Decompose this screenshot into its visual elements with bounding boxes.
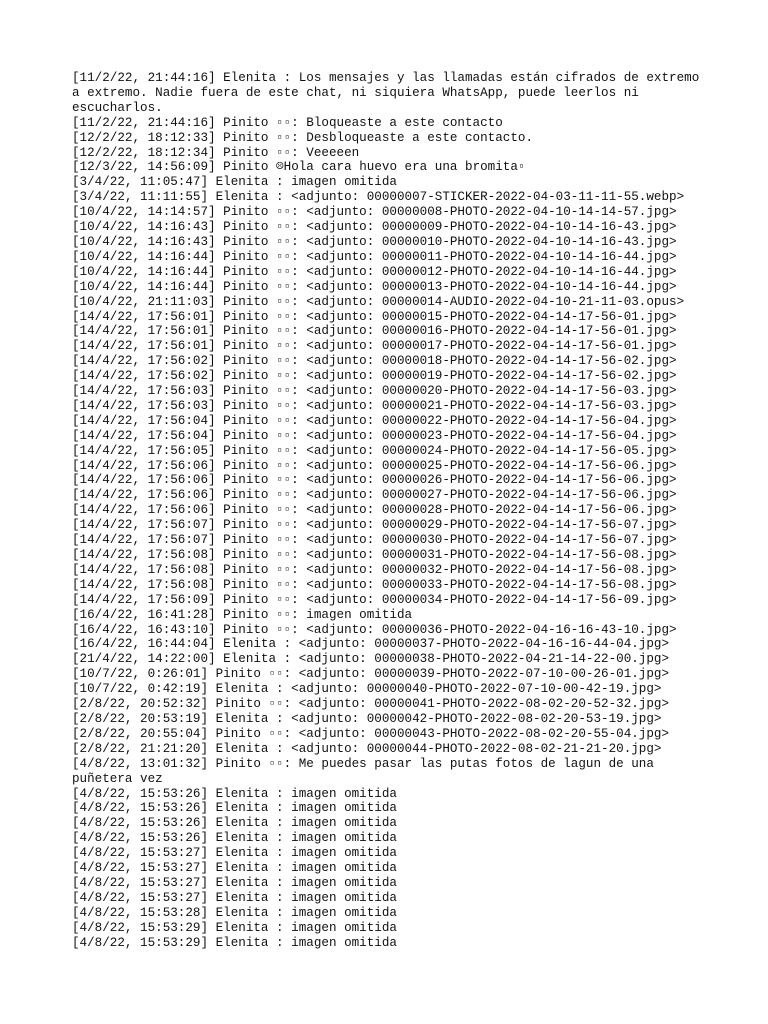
chat-log-line: [16/4/22, 16:41:28] Pinito ▫▫: imagen omitida: [72, 607, 413, 622]
chat-log-line: escucharlos.: [72, 100, 163, 115]
chat-log-line: [2/8/22, 20:53:19] Elenita : <adjunto: 00000042-PHOTO-2022-08-02-20-53-19.jpg>: [72, 711, 662, 726]
chat-log-line: [12/2/22, 18:12:33] Pinito ▫▫: Desbloqueaste a este contacto.: [72, 130, 534, 145]
chat-log-line: [4/8/22, 15:53:26] Elenita : imagen omitida: [72, 816, 397, 831]
chat-log-line: [16/4/22, 16:43:10] Pinito ▫▫: <adjunto: 00000036-PHOTO-2022-04-16-16-43-10.jpg>: [72, 622, 677, 637]
chat-log-line: [4/8/22, 15:53:26] Elenita : imagen omitida: [72, 831, 397, 846]
chat-log: [72, 71, 712, 950]
chat-log-line: [12/3/22, 14:56:09] Pinito ☹Hola cara huevo era una bromita▫: [72, 160, 526, 175]
chat-log-line: [10/4/22, 21:11:03] Pinito ▫▫: <adjunto: 00000014-AUDIO-2022-04-10-21-11-03.opus>: [72, 294, 685, 309]
chat-log-line: [10/4/22, 14:14:57] Pinito ▫▫: <adjunto: 00000008-PHOTO-2022-04-10-14-14-57.jpg>: [72, 205, 677, 220]
chat-log-line: [4/8/22, 15:53:29] Elenita : imagen omitida: [72, 935, 397, 950]
chat-log-line: [14/4/22, 17:56:07] Pinito ▫▫: <adjunto: 00000029-PHOTO-2022-04-14-17-56-07.jpg>: [72, 518, 677, 533]
chat-log-line: [14/4/22, 17:56:08] Pinito ▫▫: <adjunto: 00000031-PHOTO-2022-04-14-17-56-08.jpg>: [72, 548, 677, 562]
chat-log-line: [14/4/22, 17:56:06] Pinito ▫▫: <adjunto: 00000028-PHOTO-2022-04-14-17-56-06.jpg>: [72, 503, 677, 518]
chat-log-line: [4/8/22, 15:53:27] Elenita : imagen omitida: [72, 890, 397, 905]
chat-log-line: [3/4/22, 11:05:47] Elenita : imagen omitida: [72, 175, 397, 190]
chat-log-line: [10/7/22, 0:42:19] Elenita : <adjunto: 00000040-PHOTO-2022-07-10-00-42-19.jpg>: [72, 682, 662, 697]
chat-log-line: [14/4/22, 17:56:01] Pinito ▫▫: <adjunto: 00000017-PHOTO-2022-04-14-17-56-01.jpg>: [72, 339, 677, 354]
chat-log-line: [4/8/22, 15:53:28] Elenita : imagen omitida: [72, 905, 397, 920]
chat-log-line: a extremo. Nadie fuera de este chat, ni siquiera WhatsApp, puede leerlos ni: [72, 85, 639, 100]
chat-log-line: [16/4/22, 16:44:04] Elenita : <adjunto: 00000037-PHOTO-2022-04-16-16-44-04.jpg>: [72, 637, 670, 652]
chat-log-line: [14/4/22, 17:56:07] Pinito ▫▫: <adjunto: 00000030-PHOTO-2022-04-14-17-56-07.jpg>: [72, 533, 677, 548]
chat-log-line: [11/2/22, 21:44:16] Elenita : Los mensajes y las llamadas están cifrados de extremo: [72, 71, 700, 85]
chat-log-line: [14/4/22, 17:56:01] Pinito ▫▫: <adjunto: 00000015-PHOTO-2022-04-14-17-56-01.jpg>: [72, 309, 677, 324]
chat-log-line: [14/4/22, 17:56:09] Pinito ▫▫: <adjunto: 00000034-PHOTO-2022-04-14-17-56-09.jpg>: [72, 592, 677, 607]
chat-log-line: [10/4/22, 14:16:44] Pinito ▫▫: <adjunto: 00000012-PHOTO-2022-04-10-14-16-44.jpg>: [72, 264, 677, 279]
chat-log-line: [14/4/22, 17:56:06] Pinito ▫▫: <adjunto: 00000027-PHOTO-2022-04-14-17-56-06.jpg>: [72, 488, 677, 503]
chat-log-line: [10/4/22, 14:16:43] Pinito ▫▫: <adjunto: 00000009-PHOTO-2022-04-10-14-16-43.jpg>: [72, 220, 677, 235]
chat-log-line: [10/4/22, 14:16:44] Pinito ▫▫: <adjunto: 00000011-PHOTO-2022-04-10-14-16-44.jpg>: [72, 249, 677, 264]
chat-log-line: [11/2/22, 21:44:16] Pinito ▫▫: Bloqueaste a este contacto: [72, 115, 503, 130]
chat-log-line: [12/2/22, 18:12:34] Pinito ▫▫: Veeeeen: [72, 145, 360, 160]
chat-log-line: [2/8/22, 21:21:20] Elenita : <adjunto: 00000044-PHOTO-2022-08-02-21-21-20.jpg>: [72, 741, 662, 756]
chat-log-line: [14/4/22, 17:56:06] Pinito ▫▫: <adjunto: 00000025-PHOTO-2022-04-14-17-56-06.jpg>: [72, 458, 677, 473]
chat-log-line: [14/4/22, 17:56:04] Pinito ▫▫: <adjunto: 00000023-PHOTO-2022-04-14-17-56-04.jpg>: [72, 428, 677, 443]
chat-log-line: [14/4/22, 17:56:04] Pinito ▫▫: <adjunto: 00000022-PHOTO-2022-04-14-17-56-04.jpg>: [72, 413, 677, 428]
chat-log-line: [10/7/22, 0:26:01] Pinito ▫▫: <adjunto: 00000039-PHOTO-2022-07-10-00-26-01.jpg>: [72, 667, 670, 682]
chat-log-line: [14/4/22, 17:56:08] Pinito ▫▫: <adjunto: 00000033-PHOTO-2022-04-14-17-56-08.jpg>: [72, 577, 677, 592]
chat-log-line: [14/4/22, 17:56:03] Pinito ▫▫: <adjunto: 00000020-PHOTO-2022-04-14-17-56-03.jpg>: [72, 384, 677, 399]
chat-log-line: [21/4/22, 14:22:00] Elenita : <adjunto: 00000038-PHOTO-2022-04-21-14-22-00.jpg>: [72, 652, 670, 667]
chat-log-line: [4/8/22, 15:53:26] Elenita : imagen omitida: [72, 801, 397, 816]
chat-log-line: [4/8/22, 15:53:26] Elenita : imagen omitida: [72, 786, 397, 801]
chat-log-line: [2/8/22, 20:52:32] Pinito ▫▫: <adjunto: 00000041-PHOTO-2022-08-02-20-52-32.jpg>: [72, 697, 670, 712]
chat-log-line: [14/4/22, 17:56:03] Pinito ▫▫: <adjunto: 00000021-PHOTO-2022-04-14-17-56-03.jpg>: [72, 398, 677, 413]
chat-log-line: [10/4/22, 14:16:43] Pinito ▫▫: <adjunto: 00000010-PHOTO-2022-04-10-14-16-43.jpg>: [72, 234, 677, 249]
chat-log-line: [4/8/22, 15:53:29] Elenita : imagen omitida: [72, 920, 397, 935]
chat-log-line: [14/4/22, 17:56:01] Pinito ▫▫: <adjunto: 00000016-PHOTO-2022-04-14-17-56-01.jpg>: [72, 324, 677, 339]
chat-log-line: [4/8/22, 15:53:27] Elenita : imagen omitida: [72, 875, 397, 890]
chat-log-line: [4/8/22, 15:53:27] Elenita : imagen omitida: [72, 846, 397, 861]
chat-log-line: [14/4/22, 17:56:02] Pinito ▫▫: <adjunto: 00000018-PHOTO-2022-04-14-17-56-02.jpg>: [72, 354, 677, 369]
chat-log-line: [10/4/22, 14:16:44] Pinito ▫▫: <adjunto: 00000013-PHOTO-2022-04-10-14-16-44.jpg>: [72, 279, 677, 294]
chat-log-line: [14/4/22, 17:56:05] Pinito ▫▫: <adjunto: 00000024-PHOTO-2022-04-14-17-56-05.jpg>: [72, 443, 677, 458]
chat-log-line: [3/4/22, 11:11:55] Elenita : <adjunto: 00000007-STICKER-2022-04-03-11-11-55.webp>: [72, 190, 685, 205]
chat-log-line: [14/4/22, 17:56:06] Pinito ▫▫: <adjunto: 00000026-PHOTO-2022-04-14-17-56-06.jpg>: [72, 473, 677, 488]
chat-log-line: [2/8/22, 20:55:04] Pinito ▫▫: <adjunto: 00000043-PHOTO-2022-08-02-20-55-04.jpg>: [72, 726, 670, 741]
chat-log-line: [14/4/22, 17:56:08] Pinito ▫▫: <adjunto: 00000032-PHOTO-2022-04-14-17-56-08.jpg>: [72, 562, 677, 577]
chat-log-line: [14/4/22, 17:56:02] Pinito ▫▫: <adjunto: 00000019-PHOTO-2022-04-14-17-56-02.jpg>: [72, 369, 677, 384]
chat-log-line: [4/8/22, 15:53:27] Elenita : imagen omitida: [72, 861, 397, 876]
chat-log-line: [4/8/22, 13:01:32] Pinito ▫▫: Me puedes pasar las putas fotos de lagun de una: [72, 756, 654, 771]
chat-log-line: puñetera vez: [72, 771, 163, 786]
